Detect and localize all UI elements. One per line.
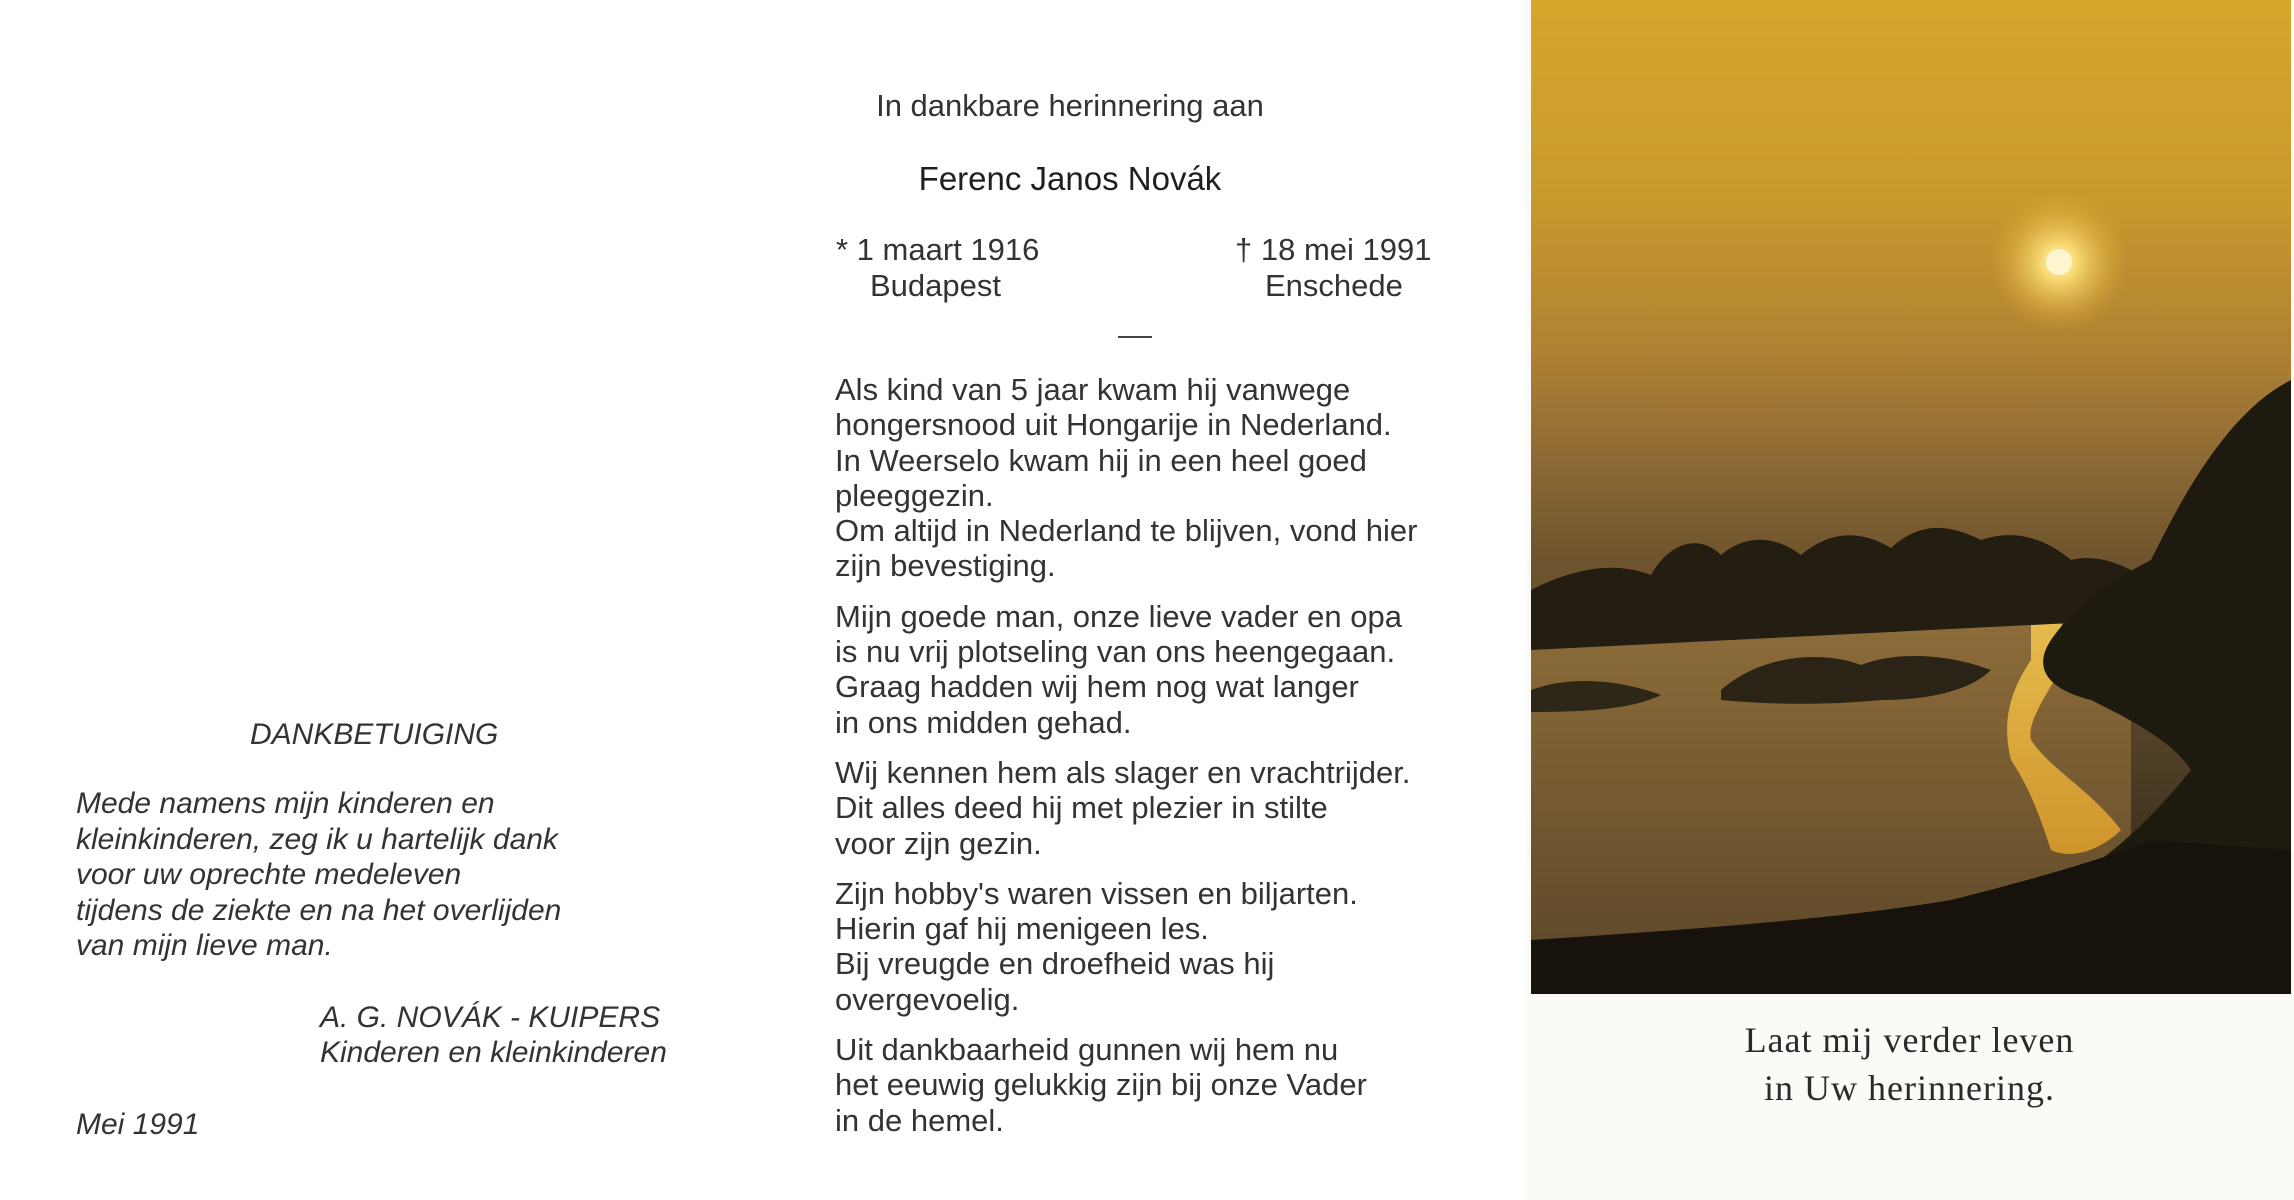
photo-caption [1525,1016,2294,1112]
stanza-line: Om altijd in Nederland te blijven, vond hier [835,513,1418,549]
stanza-line: in ons midden gehad. [835,704,1132,740]
death-info [1235,232,1505,304]
stanza-line: zijn bevestiging. [835,548,1056,584]
stanza-line: Uit dankbaarheid gunnen wij hem nu [835,1032,1339,1068]
acknowledgement-line: Mede namens mijn kinderen en [76,787,495,820]
stanza-line: Mijn goede man, onze lieve vader en opa [835,598,1402,634]
acknowledgement-text [76,786,716,964]
acknowledgement-line: kleinkinderen, zeg ik u hartelijk dank [76,822,558,856]
stanza-line: Bij vreugde en droefheid was hij [835,946,1275,982]
stanza-line: is nu vrij plotseling van ons heengegaan. [835,634,1396,670]
sunset-photo [1531,0,2291,994]
birth-place: Budapest [870,268,1001,303]
stanza-line: Dit alles deed hij met plezier in stilte [835,790,1328,826]
birth-date: * 1 maart 1916 [836,232,1040,267]
stanza [835,599,1515,740]
stanza-line: overgevoelig. [835,981,1020,1017]
stanza [835,372,1515,584]
stanza [835,755,1515,861]
stanza-line: voor zijn gezin. [835,825,1042,861]
acknowledgement-line: voor uw oprechte medeleven [76,858,462,891]
biography-text [835,372,1515,1153]
stanza-line: Als kind van 5 jaar kwam hij vanwege [835,372,1351,407]
stanza-line: Zijn hobby's waren vissen en biljarten. [835,875,1358,911]
birth-info [836,232,1096,304]
deceased-name: Ferenc Janos Novák [918,160,1222,197]
stanza-line: In Weerselo kwam hij in een heel goed [835,442,1367,478]
stanza-line: pleeggezin. [835,477,994,513]
signer-family: Kinderen en kleinkinderen [320,1036,667,1069]
photo-panel [1525,0,2294,1200]
stanza-line: het eeuwig gelukkig zijn bij onze Vader [835,1067,1367,1103]
sunset-landscape-image [1531,0,2291,994]
signature-block [320,1000,760,1070]
stanza-line: hongersnood uit Hongarije in Nederland. [835,407,1392,443]
death-place: Enschede [1265,268,1403,303]
intro-line: In dankbare herinnering aan [876,88,1264,123]
caption-line: Laat mij verder leven [1744,1020,2075,1060]
stanza-line: Graag hadden wij hem nog wat langer [835,669,1359,705]
stanza [835,876,1515,1017]
stanza-line: in de hemel. [835,1102,1004,1138]
divider [1118,336,1152,338]
left-panel [0,0,780,1200]
acknowledgement-line: van mijn lieve man. [76,929,333,962]
acknowledgement-title: DANKBETUIGING [250,718,499,751]
acknowledgement-line: tijdens de ziekte en na het overlijden [76,893,562,927]
stanza [835,1032,1515,1138]
caption-line: in Uw herinnering. [1764,1068,2055,1108]
signer-name: A. G. NOVÁK - KUIPERS [320,1001,661,1034]
memorial-text-panel [780,0,1525,1200]
stanza-line: Wij kennen hem als slager en vrachtrijder. [835,754,1411,790]
stanza-line: Hierin gaf hij menigeen les. [835,911,1209,947]
acknowledgement-date: Mei 1991 [76,1108,200,1141]
sun [2046,249,2072,275]
death-date: † 18 mei 1991 [1235,232,1432,267]
